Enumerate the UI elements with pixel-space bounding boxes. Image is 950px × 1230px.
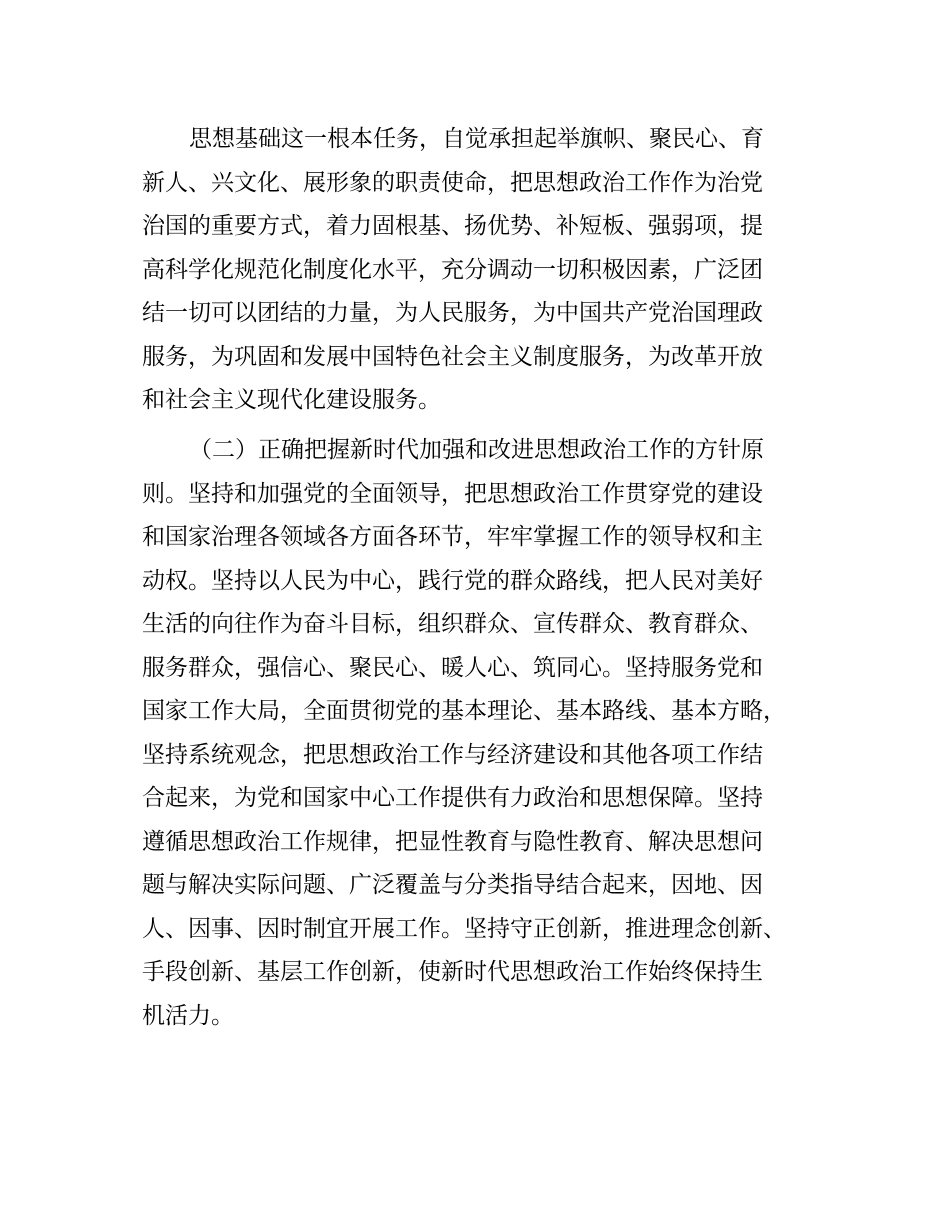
text-line: 坚持系统观念，把思想政治工作与经济建设和其他各项工作结 bbox=[142, 741, 763, 768]
text-line: 和国家治理各领域各方面各环节，牢牢掌握工作的领导权和主 bbox=[142, 524, 763, 550]
text-line: 新人、兴文化、展形象的职责使命，把思想政治工作作为治党 bbox=[142, 169, 763, 196]
text-line: 题与解决实际问题、广泛覆盖与分类指导结合起来，因地、因 bbox=[142, 872, 763, 898]
paragraph-guiding-principles bbox=[142, 429, 842, 1038]
text-line: 治国的重要方式，着力固根基、扬优势、补短板、强弱项，提 bbox=[142, 213, 763, 239]
text-line: 国家工作大局，全面贯彻党的基本理论、基本路线、基本方略， bbox=[142, 698, 786, 724]
text-line: 服务，为巩固和发展中国特色社会主义制度服务，为改革开放 bbox=[142, 343, 763, 370]
text-line: （二）正确把握新时代加强和改进思想政治工作的方针原 bbox=[189, 437, 764, 463]
paragraph-ideological-foundation bbox=[142, 118, 842, 423]
text-line: 人、因事、因时制宜开展工作。坚持守正创新，推进理念创新、 bbox=[142, 915, 786, 942]
text-line: 服务群众，强信心、聚民心、暖人心、筑同心。坚持服务党和 bbox=[142, 654, 763, 681]
text-line: 和社会主义现代化建设服务。 bbox=[142, 387, 441, 413]
text-line: 遵循思想政治工作规律，把显性教育与隐性教育、解决思想问 bbox=[142, 828, 763, 855]
text-line: 则。坚持和加强党的全面领导，把思想政治工作贯穿党的建设 bbox=[142, 480, 763, 507]
text-line: 结一切可以团结的力量，为人民服务，为中国共产党治国理政 bbox=[142, 300, 763, 326]
text-line: 动权。坚持以人民为中心，践行党的群众路线，把人民对美好 bbox=[142, 567, 763, 594]
text-line: 高科学化规范化制度化水平，充分调动一切积极因素，广泛团 bbox=[142, 256, 763, 283]
text-line: 机活力。 bbox=[142, 1002, 234, 1029]
text-line: 手段创新、基层工作创新，使新时代思想政治工作始终保持生 bbox=[142, 959, 763, 985]
text-line: 生活的向往作为奋斗目标，组织群众、宣传群众、教育群众、 bbox=[142, 611, 763, 637]
text-line: 合起来，为党和国家中心工作提供有力政治和思想保障。坚持 bbox=[142, 785, 763, 811]
text-line: 思想基础这一根本任务，自觉承担起举旗帜、聚民心、育 bbox=[189, 126, 764, 152]
